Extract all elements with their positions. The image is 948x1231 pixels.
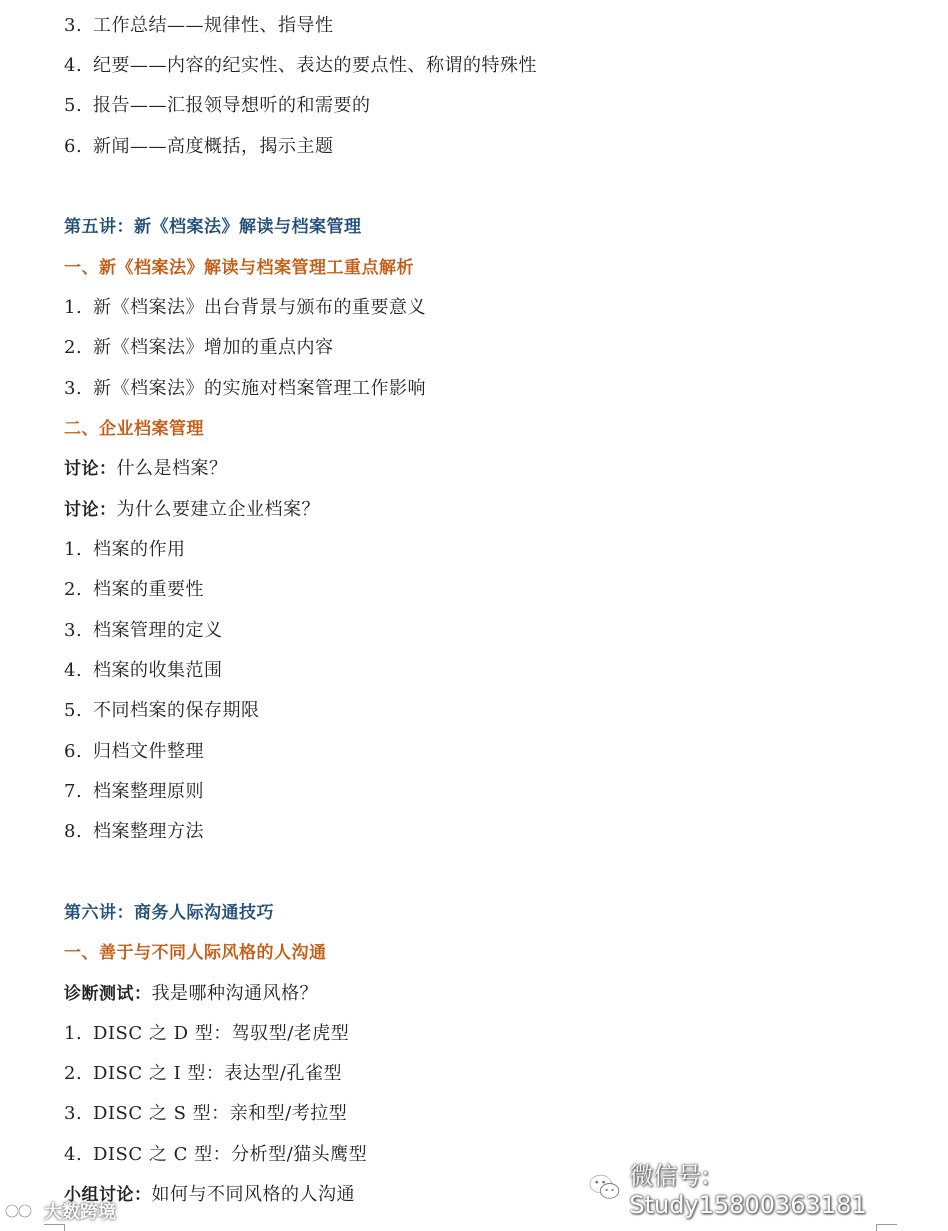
item-text: 新《档案法》出台背景与颁布的重要意义 <box>93 297 426 318</box>
list-item <box>64 780 204 804</box>
wechat-icon <box>588 1172 621 1202</box>
item-text: 新《档案法》增加的重点内容 <box>93 337 334 358</box>
list-item <box>64 740 204 764</box>
item-number: 3. <box>64 620 83 641</box>
item-number: 7. <box>64 781 83 802</box>
list-item <box>64 94 371 118</box>
item-number: 4. <box>64 55 83 76</box>
item-number: 5. <box>64 700 83 721</box>
item-text: 档案整理原则 <box>93 781 204 802</box>
list-item <box>64 135 334 159</box>
logo-mark-icon <box>4 1200 42 1222</box>
item-number: 6. <box>64 741 83 762</box>
list-item <box>64 619 223 643</box>
group-discussion-text: 如何与不同风格的人沟通 <box>151 1184 355 1205</box>
item-number: 3. <box>64 1103 83 1124</box>
list-item <box>64 296 426 320</box>
discussion-line <box>64 498 320 522</box>
brand-logo <box>4 1198 116 1224</box>
item-number: 3. <box>64 378 83 399</box>
item-number: 2. <box>64 1063 83 1084</box>
discussion-text: 为什么要建立企业档案？ <box>116 499 320 520</box>
list-item <box>64 14 334 38</box>
item-number: 1. <box>64 297 83 318</box>
item-text: 档案管理的定义 <box>93 620 223 641</box>
item-number: 6. <box>64 136 83 157</box>
item-text: 新《档案法》的实施对档案管理工作影响 <box>93 378 426 399</box>
discussion-label: 讨论： <box>64 500 117 520</box>
item-number: 5. <box>64 95 83 116</box>
list-item <box>64 377 426 401</box>
diagnostic-test-text: 我是哪种沟通风格？ <box>151 983 318 1004</box>
list-item <box>64 659 223 683</box>
list-item <box>64 578 204 602</box>
lecture-5-section-2-title: 二、企业档案管理 <box>64 419 204 439</box>
lecture-5-title: 第五讲：新《档案法》解读与档案管理 <box>64 217 362 237</box>
list-item <box>64 1022 349 1046</box>
item-text: DISC 之 I 型：表达型/孔雀型 <box>93 1063 342 1084</box>
item-text: 归档文件整理 <box>93 741 204 762</box>
item-number: 4. <box>64 1144 83 1165</box>
item-text: 档案整理方法 <box>93 821 204 842</box>
lecture-6-section-1-title: 一、善于与不同人际风格的人沟通 <box>64 943 327 963</box>
item-text: 档案的重要性 <box>93 579 204 600</box>
discussion-label: 讨论： <box>64 459 117 479</box>
watermark-text: 微信号: Study15800363181 <box>629 1161 867 1219</box>
item-number: 4. <box>64 660 83 681</box>
group-discussion-label: 小组讨论： <box>64 1185 152 1205</box>
lecture-5-section-1-title: 一、新《档案法》解读与档案管理工重点解析 <box>64 258 414 278</box>
wechat-watermark <box>588 1161 948 1219</box>
list-item <box>64 1143 367 1167</box>
discussion-line <box>64 457 228 481</box>
discussion-text: 什么是档案？ <box>116 458 228 479</box>
item-number: 8. <box>64 821 83 842</box>
item-number: 3. <box>64 15 83 36</box>
item-number: 2. <box>64 579 83 600</box>
list-item <box>64 699 260 723</box>
item-number: 1. <box>64 1023 83 1044</box>
item-text: DISC 之 C 型：分析型/猫头鹰型 <box>93 1144 368 1165</box>
diagnostic-test-label: 诊断测试： <box>64 984 152 1004</box>
list-item <box>64 54 537 78</box>
item-number: 2. <box>64 337 83 358</box>
lecture-6-title: 第六讲：商务人际沟通技巧 <box>64 903 274 923</box>
item-text: 不同档案的保存期限 <box>93 700 260 721</box>
list-item <box>64 1062 342 1086</box>
diagnostic-test-line <box>64 982 318 1006</box>
item-text: 报告——汇报领导想听的和需要的 <box>93 95 371 116</box>
list-item <box>64 336 334 360</box>
item-number: 1. <box>64 539 83 560</box>
item-text: 档案的作用 <box>93 539 186 560</box>
item-text: 新闻——高度概括，揭示主题 <box>93 136 334 157</box>
item-text: DISC 之 D 型：驾驭型/老虎型 <box>93 1023 350 1044</box>
logo-text: 大数跨境 <box>44 1202 116 1223</box>
item-text: DISC 之 S 型：亲和型/考拉型 <box>93 1103 348 1124</box>
item-text: 档案的收集范围 <box>93 660 223 681</box>
item-text: 工作总结——规律性、指导性 <box>93 15 334 36</box>
list-item <box>64 1102 347 1126</box>
list-item <box>64 820 204 844</box>
list-item <box>64 538 186 562</box>
item-text: 纪要——内容的纪实性、表达的要点性、称谓的特殊性 <box>93 55 537 76</box>
